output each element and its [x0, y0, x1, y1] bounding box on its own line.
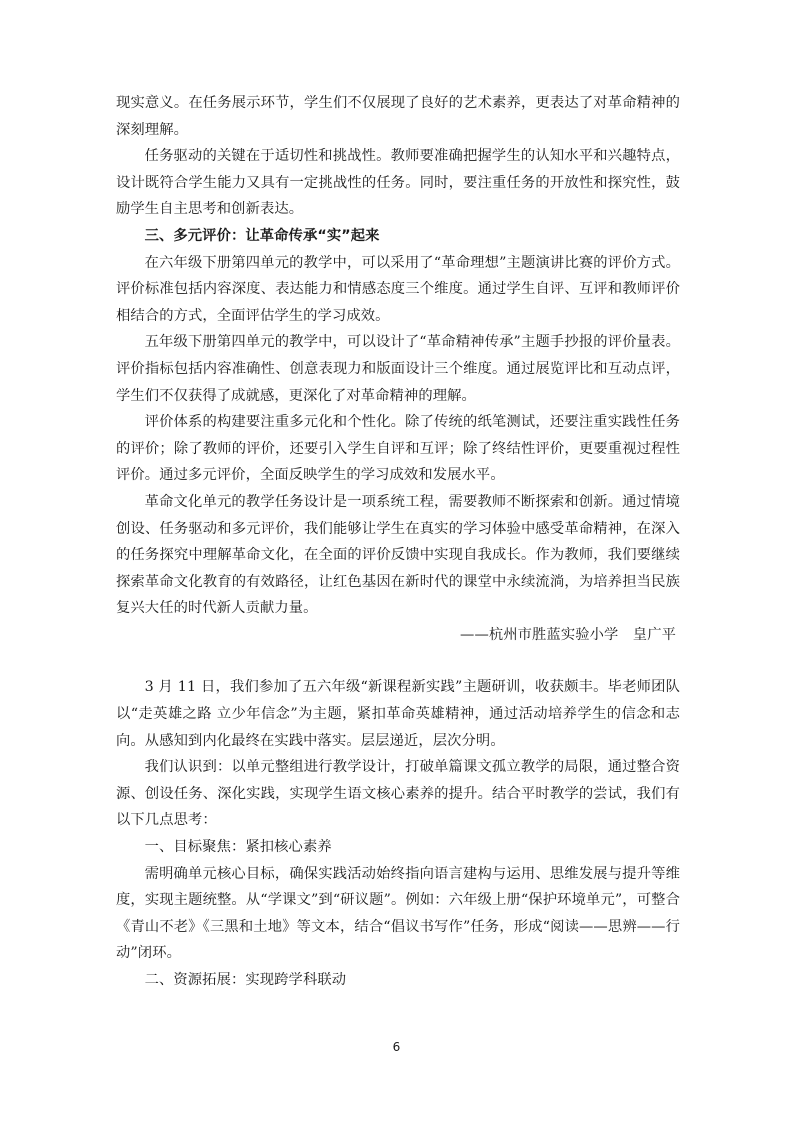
paragraph: 3 月 11 日，我们参加了五六年级“新课程新实践”主题研训，收获颇丰。毕老师团队以“走英雄之路 立少年信念”为主题，紧扣革命英雄精神，通过活动培养学生的信念和志向。从感知到内化最终在实践中落实。层层递近，层次分明。 [116, 679, 680, 749]
paragraph: 需明确单元核心目标，确保实践活动始终指向语言建构与运用、思维发展与提升等维度，实现主题统整。从“学课文”到“研议题”。例如：六年级上册“保护环境单元”，可整合《青山不老》《三黑和土地》等文本，结合“倡议书写作”任务，形成“阅读——思辨——行动”闭环。 [116, 865, 680, 962]
subheading: 一、目标聚焦：紧扣核心素养 [144, 839, 332, 856]
paragraph: 革命文化单元的教学任务设计是一项系统工程，需要教师不断探索和创新。通过情境创设、任务驱动和多元评价，我们能够让学生在真实的学习体验中感受革命精神，在深入的任务探究中理解革命文化，在全面的评价反馈中实现自我成长。作为教师，我们要继续探索革命文化教育的有效路径，让红色基因在新时代的课堂中永续流淌，为培养担当民族复兴大任的时代新人贡献力量。 [116, 493, 680, 617]
page-number: 6 [392, 1040, 401, 1054]
author-signature: ——杭州市胜蓝实验小学 皇广平 [460, 626, 676, 643]
document-body [116, 90, 680, 994]
paragraph: 我们认识到：以单元整组进行教学设计，打破单篇课文孤立教学的局限，通过整合资源、创设任务、深化实践，实现学生语文核心素养的提升。结合平时教学的尝试，我们有以下几点思考： [116, 759, 680, 829]
article-separator [116, 648, 680, 674]
paragraph: 任务驱动的关键在于适切性和挑战性。教师要准确把握学生的认知水平和兴趣特点，设计既符合学生能力又具有一定挑战性的任务。同时，要注重任务的开放性和探究性，鼓励学生自主思考和创新表达。 [116, 148, 680, 218]
paragraph: 评价体系的构建要注重多元化和个性化。除了传统的纸笔测试，还要注重实践性任务的评价；除了教师的评价，还要引入学生自评和互评；除了终结性评价，更要重视过程性评价。通过多元评价，全面反映学生的学习成效和发展水平。 [116, 414, 680, 484]
paragraph: 五年级下册第四单元的教学中，可以设计了“革命精神传承”主题手抄报的评价量表。评价指标包括内容准确性、创意表现力和版面设计三个维度。通过展览评比和互动点评，学生们不仅获得了成就感，更深化了对革命精神的理解。 [116, 334, 680, 404]
paragraph: 现实意义。在任务展示环节，学生们不仅展现了良好的艺术素养，更表达了对革命精神的深刻理解。 [116, 95, 680, 138]
subheading: 二、资源拓展：实现跨学科联动 [144, 972, 347, 988]
section-heading: 三、多元评价：让革命传承“实”起来 [144, 227, 380, 244]
paragraph: 在六年级下册第四单元的教学中，可以采用了“革命理想”主题演讲比赛的评价方式。评价标准包括内容深度、表达能力和情感态度三个维度。通过学生自评、互评和教师评价相结合的方式，全面评估学生的学习成效。 [116, 254, 680, 324]
